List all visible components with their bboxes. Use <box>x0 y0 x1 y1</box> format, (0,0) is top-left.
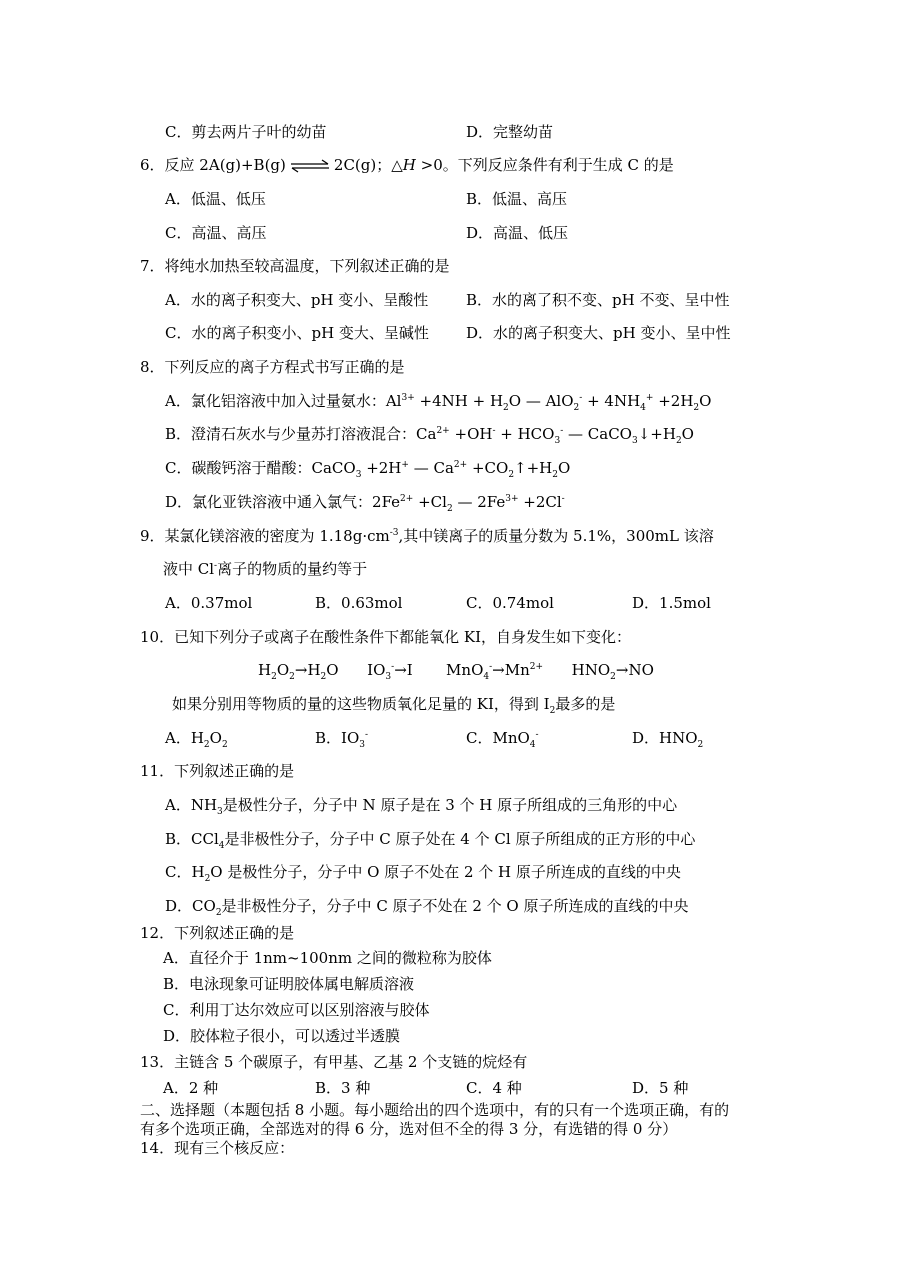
q6-stem-part1: 6．反应 2A(g)+B(g) <box>140 156 286 174</box>
q13-option-c: C．4 种 <box>466 1079 522 1097</box>
q7-option-b: B．水的离了积不变、pH 不变、呈中性 <box>466 291 730 309</box>
q8-stem: 8．下列反应的离子方程式书写正确的是 <box>140 358 405 376</box>
q6-option-c: C．高温、高压 <box>165 224 267 242</box>
q6-stem-part2: 2C(g)；△ <box>333 156 403 174</box>
q8-option-b: B．澄清石灰水与少量苏打溶液混合：$Ca^{2+} +OH^- + HCO_3^-$ — $CaCO_3↓+H_2O$ <box>165 425 694 446</box>
q12-option-b: B．电泳现象可证明胶体属电解质溶液 <box>163 975 415 993</box>
q9-option-a: A．0.37mol <box>165 594 253 612</box>
q13-stem: 13．主链含 5 个碳原子，有甲基、乙基 2 个支链的烷烃有 <box>140 1053 528 1071</box>
q6-enthalpy-symbol: H <box>402 156 416 174</box>
q11-option-b: B．CCl$_4$是非极性分子，分子中 C 原子处在 4 个 Cl 原子所组成的正方形的中心 <box>165 830 696 851</box>
q10-option-c: C．MnO$_4$- <box>466 729 539 750</box>
q8-option-a: A．氯化铝溶液中加入过量氨水：$Al^{3+} +4NH + H_2O$ — $AlO_2^- + 4NH_4^+ +2H_2O$ <box>165 392 712 413</box>
q11-option-d: D．$CO_2$是非极性分子，分子中 C 原子不处在 2 个 O 原子所连成的直线的中央 <box>165 897 689 918</box>
q8-option-d: D．氯化亚铁溶液中通入氯气：$2Fe^{2+} +Cl_2$ — $2Fe^{3+} +2Cl^-$ <box>165 493 565 514</box>
q6-stem <box>140 155 674 175</box>
q6-option-a: A．低温、低压 <box>165 190 266 208</box>
q7-option-d: D．水的离子积变大、pH 变小、呈中性 <box>466 324 731 342</box>
q7-option-a: A．水的离子积变大、pH 变小、呈酸性 <box>165 291 429 309</box>
q14-stem: 14．现有三个核反应： <box>140 1139 295 1157</box>
q10-option-a: A．$H_2O_2$ <box>165 729 228 750</box>
q9-stem-line2: 液中 Cl-离子的物质的量约等于 <box>163 560 368 578</box>
q10-stem: 10．已知下列分子或离子在酸性条件下都能氧化 KI，自身发生如下变化： <box>140 628 631 646</box>
q12-stem: 12．下列叙述正确的是 <box>140 924 295 942</box>
q11-stem: 11．下列叙述正确的是 <box>140 762 295 780</box>
q9-option-b: B．0.63mol <box>315 594 403 612</box>
q12-option-a: A．直径介于 1nm~100nm 之间的微粒称为胶体 <box>163 949 492 967</box>
q10-sub-question: 如果分别用等物质的量的这些物质氧化足量的 KI，得到 $I_2$最多的是 <box>172 695 616 716</box>
q9-option-d: D．1.5mol <box>632 594 711 612</box>
section2-heading-line2: 有多个选项正确，全部选对的得 6 分，选对但不全的得 3 分，有选错的得 0 分） <box>140 1120 678 1138</box>
q11-option-a: A．$NH_3$是极性分子，分子中 N 原子是在 3 个 H 原子所组成的三角形的中心 <box>165 796 678 817</box>
q12-option-c: C．利用丁达尔效应可以区别溶液与胶体 <box>163 1001 430 1019</box>
q8-option-c: C．碳酸钙溶于醋酸：CaCO$_3$ +2H+ — $Ca^{2+}$ $+CO_2↑+H_2O$ <box>165 459 571 480</box>
section2-heading-line1: 二、选择题（本题包括 8 小题。每小题给出的四个选项中，有的只有一个选项正确，有的 <box>140 1101 730 1119</box>
q6-stem-part3: >0。下列反应条件有利于生成 C 的是 <box>415 156 674 174</box>
q13-option-a: A．2 种 <box>163 1079 219 1097</box>
q12-option-d: D．胶体粒子很小，可以透过半透膜 <box>163 1027 401 1045</box>
q10-option-b: B．$IO_3^-$ <box>315 729 369 750</box>
q6-option-b: B．低温、高压 <box>466 190 568 208</box>
q10-option-d: D．$HNO_2$ <box>632 729 704 750</box>
equilibrium-arrow-icon <box>290 159 330 173</box>
q5-option-d: D．完整幼苗 <box>466 123 554 141</box>
q6-option-d: D．高温、低压 <box>466 224 569 242</box>
q7-option-c: C．水的离子积变小、pH 变大、呈碱性 <box>165 324 429 342</box>
q9-option-c: C．0.74mol <box>466 594 554 612</box>
q13-option-b: B．3 种 <box>315 1079 371 1097</box>
q10-reaction-list: $H_2O_2\to H_2O$ $IO_3^-\to I$ $MnO_4^-\to Mn^{2+}$ $HNO_2\to NO$ <box>258 661 654 682</box>
q9-stem-line1: 9．某氯化镁溶液的密度为 $1.18g\cdot cm^{-3}$,其中镁离子的质量分数为 5.1%，300mL 该溶 <box>140 527 714 545</box>
q11-option-c: C．$H_2O$ 是极性分子，分子中 O 原子不处在 2 个 H 原子所连成的直线的中央 <box>165 863 681 884</box>
q13-option-d: D．5 种 <box>632 1079 689 1097</box>
q7-stem: 7．将纯水加热至较高温度，下列叙述正确的是 <box>140 257 450 275</box>
q5-option-c: C．剪去两片子叶的幼苗 <box>165 123 327 141</box>
